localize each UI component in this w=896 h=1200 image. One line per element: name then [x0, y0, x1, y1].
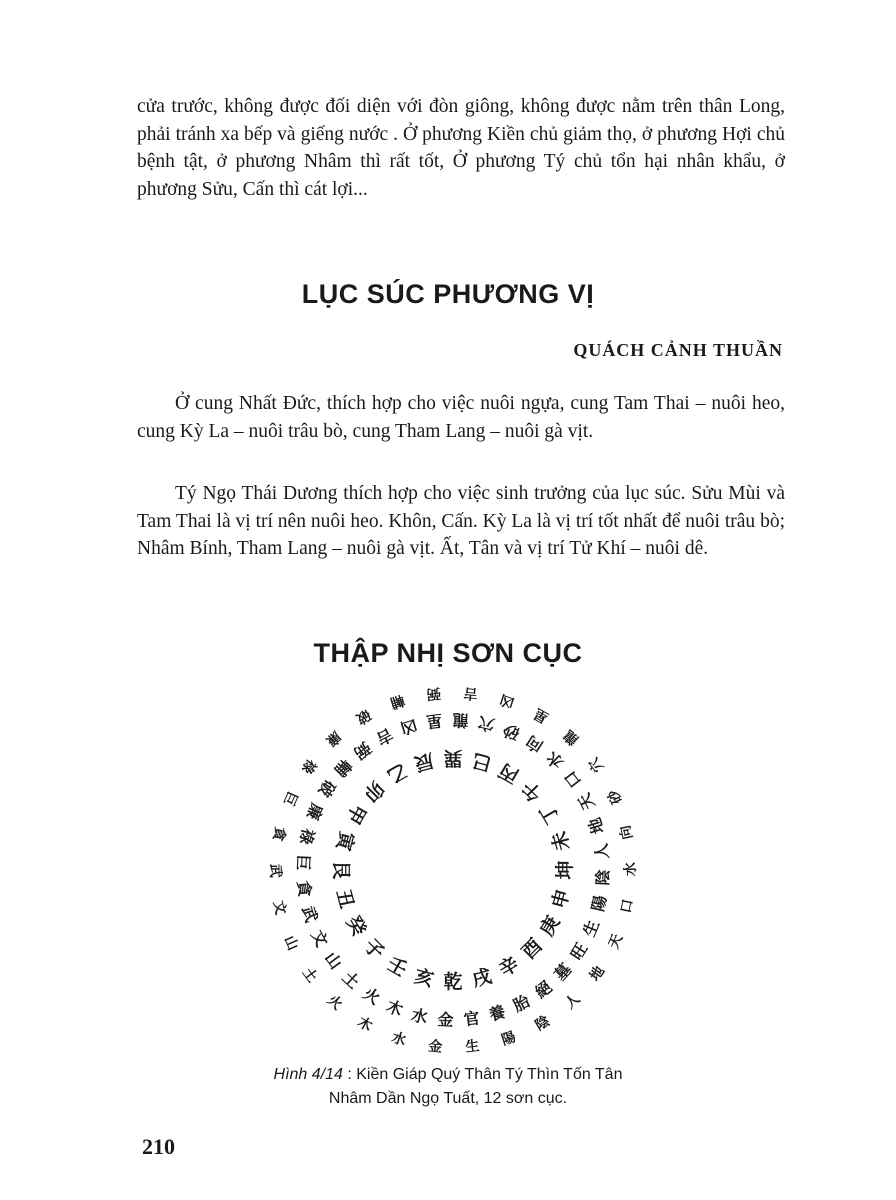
ring-character: 未 [548, 828, 575, 854]
ring-character: 陽 [499, 1029, 518, 1049]
intro-paragraph: cửa trước, không được đối diện với đòn giông, không được nằm trên thân Long, phải tránh xa bếp và giếng nước . Ở phương Kiền chủ giảm thọ, ở phương Hợi chủ bệnh tật, ở phương Nhâm thì rất tốt, Ở phương Tý chủ tổn hại nhân khẩu, ở phương Sửu, Cấn thì cát lợi... [137, 96, 785, 200]
ring-character: 酉 [517, 934, 547, 964]
figure-caption-line-2: Nhâm Dần Ngọ Tuất, 12 sơn cục. [328, 1090, 568, 1107]
ring-character: 武 [266, 863, 284, 878]
ring-character: 砂 [605, 787, 626, 807]
ring-character: 木 [354, 1014, 375, 1036]
ring-character: 貪 [269, 825, 288, 843]
ring-character: 官 [462, 1008, 481, 1030]
ring-character: 戌 [469, 965, 495, 992]
ring-character: 山 [320, 948, 346, 973]
ring-character: 廉 [322, 727, 344, 749]
ring-character: 生 [464, 1038, 481, 1056]
ring-character: 巽 [443, 747, 463, 769]
ring-character: 水 [409, 1005, 430, 1028]
ring-character: 火 [323, 992, 346, 1014]
ring-character: 祿 [297, 755, 320, 777]
ring-character: 乾 [443, 971, 463, 993]
ring-character: 辰 [411, 748, 437, 775]
body-paragraph-2: Tý Ngọ Thái Dương thích hợp cho việc sinh trưởng của lục súc. Sửu Mùi và Tam Thai là vị trí nên nuôi heo. Khôn, Cấn. Kỳ La là vị trí tốt nhất để nuôi trâu bò; Nhâm Bính, Tham Lang – nuôi gà vịt. Ất, Tân và vị trí Tử Khí – nuôi dê. [137, 483, 785, 559]
ring-character: 向 [617, 823, 637, 841]
ring-character: 子 [359, 934, 389, 964]
ring-character: 旺 [566, 939, 592, 964]
twelve-mountain-ring-figure [258, 680, 648, 1060]
ring-character: 破 [314, 776, 340, 801]
ring-character: 巨 [293, 854, 314, 871]
ring-character: 午 [517, 776, 547, 806]
ring-character: 養 [486, 1001, 508, 1025]
ring-character: 穴 [476, 712, 497, 735]
ring-character: 口 [560, 767, 586, 792]
ring-character: 絕 [531, 977, 556, 1003]
ring-character: 金 [427, 1038, 443, 1056]
ring-character: 文 [307, 926, 332, 950]
ring-character: 胎 [509, 991, 533, 1016]
ring-character: 壬 [383, 952, 411, 982]
outermost-ring [267, 684, 639, 1056]
ring-character: 砂 [500, 719, 523, 744]
ring-character: 弼 [350, 737, 375, 763]
ring-character: 庚 [535, 912, 565, 940]
section-heading-luc-suc: LỤC SÚC PHƯƠNG VỊ [301, 279, 595, 309]
ring-character: 輔 [330, 755, 356, 781]
ring-character: 凶 [498, 690, 517, 711]
ring-character: 陽 [588, 893, 611, 914]
ring-character: 天 [574, 790, 599, 814]
ring-character: 星 [425, 710, 444, 732]
ring-character: 凶 [398, 715, 420, 739]
ring-character: 巨 [279, 788, 301, 809]
ring-character: 龍 [452, 710, 469, 731]
ring-character: 水 [542, 747, 568, 773]
ring-character: 土 [338, 967, 364, 993]
ring-character: 山 [280, 933, 301, 953]
ring-character: 亥 [411, 965, 437, 992]
ring-character: 貪 [293, 879, 315, 898]
ring-character: 水 [389, 1029, 408, 1050]
ring-character: 地 [586, 963, 609, 985]
section-heading-thap-nhi: THẬP NHỊ SƠN CỤC [313, 638, 583, 668]
ring-character: 乙 [383, 758, 411, 788]
ring-character: 土 [298, 964, 321, 986]
ring-character: 金 [437, 1009, 454, 1030]
ring-character: 輔 [388, 691, 407, 711]
figure-caption-line-1 [0, 1063, 896, 1087]
ring-character: 丙 [495, 758, 523, 788]
inner-ring [330, 747, 576, 993]
ring-character: 武 [298, 903, 322, 925]
ring-character: 坤 [554, 860, 576, 880]
ring-character: 墓 [550, 959, 576, 985]
ring-character: 祿 [295, 826, 318, 847]
ring-character: 巳 [469, 748, 495, 775]
ring-character: 癸 [341, 912, 371, 940]
ring-character: 天 [605, 931, 627, 952]
ring-character: 穴 [585, 754, 608, 776]
ring-character: 陰 [532, 1013, 553, 1035]
ring-character: 辛 [495, 952, 523, 982]
ring-character: 水 [622, 862, 640, 877]
ring-character: 丑 [331, 886, 358, 912]
ring-character: 文 [269, 899, 289, 917]
figure-caption-text: : Kiền Giáp Quý Thân Tý Thìn Tốn Tân [342, 1066, 623, 1083]
ring-character: 吉 [373, 724, 397, 749]
author-name: QUÁCH CẢNH THUẦN [573, 340, 783, 360]
ring-character: 弼 [425, 684, 442, 702]
ring-character: 向 [522, 731, 547, 757]
body-paragraph-1: Ở cung Nhất Đức, thích hợp cho việc nuôi ngựa, cung Tam Thai – nuôi heo, cung Kỳ La – nuôi trâu bò, cung Tham Lang – nuôi gà vịt. [137, 393, 785, 442]
ring-character: 艮 [330, 860, 352, 880]
ring-character: 木 [383, 996, 406, 1021]
ring-character: 破 [353, 705, 374, 727]
ring-character: 卯 [359, 776, 389, 806]
ring-character: 陰 [592, 869, 613, 886]
ring-character: 人 [591, 842, 613, 861]
ring-character: 廉 [302, 800, 327, 823]
ring-character: 寅 [331, 828, 358, 854]
figure-caption-label: Hình 4/14 [273, 1066, 343, 1083]
ring-character: 口 [618, 897, 637, 915]
ring-character: 生 [579, 917, 604, 940]
ring-character: 火 [359, 983, 384, 1009]
ring-character: 甲 [341, 800, 371, 828]
ring-character: 龍 [560, 726, 583, 748]
ring-character: 吉 [463, 684, 479, 702]
ring-character: 丁 [535, 800, 565, 828]
ring-character: 星 [531, 704, 552, 726]
ring-character: 地 [584, 815, 608, 837]
page-number: 210 [142, 1134, 175, 1159]
ring-character: 申 [548, 886, 575, 912]
ring-character: 人 [562, 991, 584, 1013]
